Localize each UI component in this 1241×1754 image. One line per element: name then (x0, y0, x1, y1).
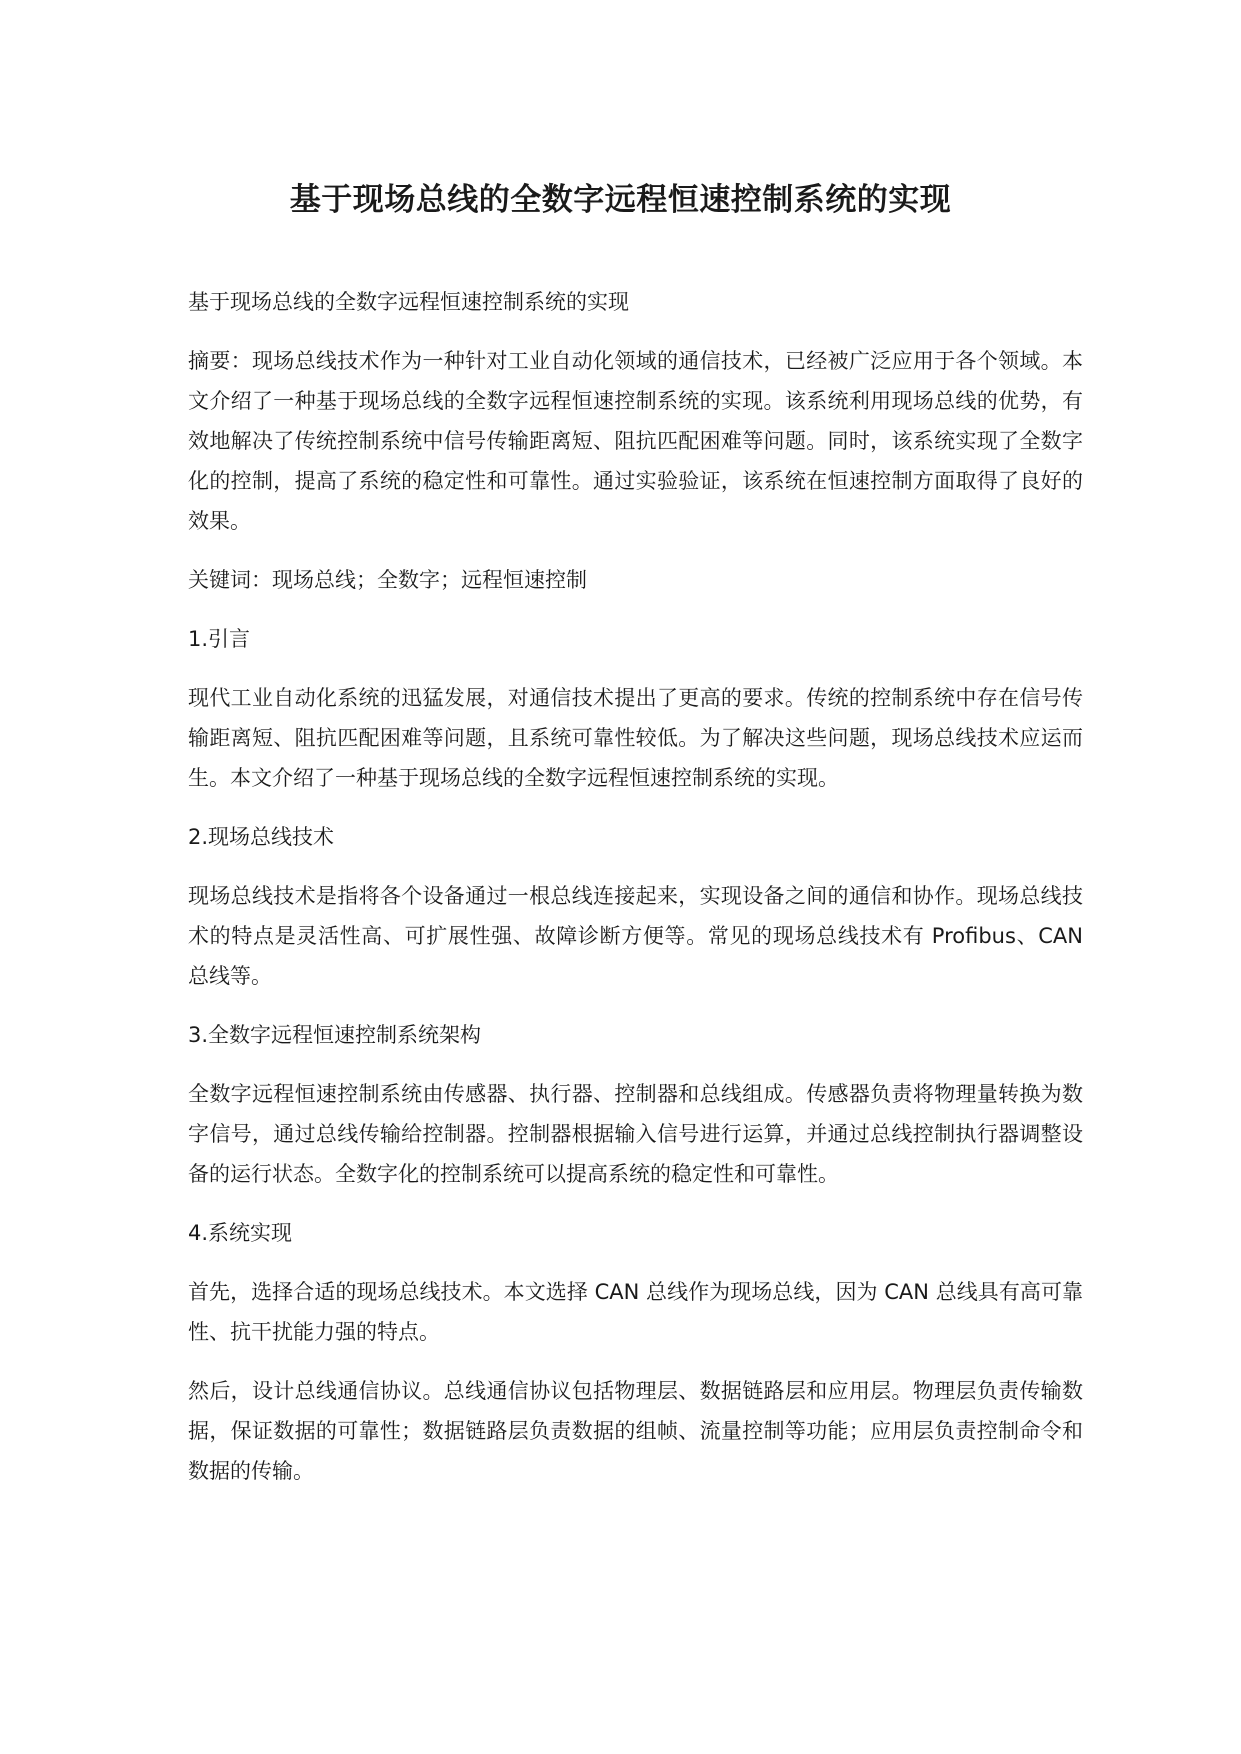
section-heading-introduction: 1.引言 (188, 627, 251, 651)
document-title: 基于现场总线的全数字远程恒速控制系统的实现 (289, 182, 952, 218)
section-heading-architecture: 3.全数字远程恒速控制系统架构 (188, 1023, 482, 1047)
keywords-paragraph: 关键词：现场总线；全数字；远程恒速控制 (188, 568, 587, 592)
section-heading-implementation: 4.系统实现 (188, 1221, 293, 1245)
section-heading-fieldbus: 2.现场总线技术 (188, 825, 335, 849)
implementation-paragraph-1: 首先，选择合适的现场总线技术。本文选择 CAN 总线作为现场总线，因为 CAN 总线具有高可靠性、抗干扰能力强的特点。 (188, 1280, 1083, 1344)
subtitle-paragraph: 基于现场总线的全数字远程恒速控制系统的实现 (188, 290, 629, 314)
document-body (188, 282, 1083, 1510)
introduction-paragraph: 现代工业自动化系统的迅猛发展，对通信技术提出了更高的要求。传统的控制系统中存在信号传输距离短、阻抗匹配困难等问题，且系统可靠性较低。为了解决这些问题，现场总线技术应运而生。本文介绍了一种基于现场总线的全数字远程恒速控制系统的实现。 (188, 686, 1083, 790)
architecture-paragraph: 全数字远程恒速控制系统由传感器、执行器、控制器和总线组成。传感器负责将物理量转换为数字信号，通过总线传输给控制器。控制器根据输入信号进行运算，并通过总线控制执行器调整设备的运行状态。全数字化的控制系统可以提高系统的稳定性和可靠性。 (188, 1082, 1083, 1186)
implementation-paragraph-2: 然后，设计总线通信协议。总线通信协议包括物理层、数据链路层和应用层。物理层负责传输数据，保证数据的可靠性；数据链路层负责数据的组帧、流量控制等功能；应用层负责控制命令和数据的传输。 (188, 1379, 1083, 1483)
abstract-paragraph: 摘要：现场总线技术作为一种针对工业自动化领域的通信技术，已经被广泛应用于各个领域。本文介绍了一种基于现场总线的全数字远程恒速控制系统的实现。该系统利用现场总线的优势，有效地解决了传统控制系统中信号传输距离短、阻抗匹配困难等问题。同时，该系统实现了全数字化的控制，提高了系统的稳定性和可靠性。通过实验验证，该系统在恒速控制方面取得了良好的效果。 (188, 349, 1083, 533)
fieldbus-paragraph: 现场总线技术是指将各个设备通过一根总线连接起来，实现设备之间的通信和协作。现场总线技术的特点是灵活性高、可扩展性强、故障诊断方便等。常见的现场总线技术有 Profibus、CAN 总线等。 (188, 884, 1083, 988)
